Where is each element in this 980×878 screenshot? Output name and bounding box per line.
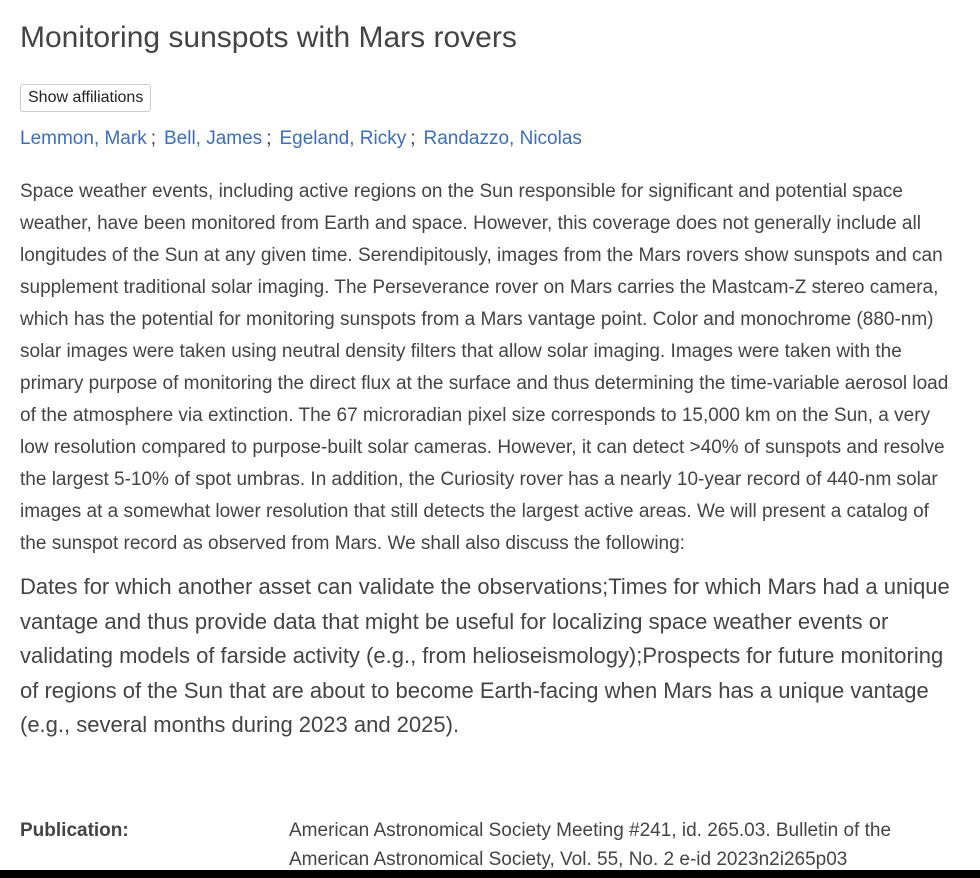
author-link[interactable]: Bell, James	[163, 128, 263, 149]
publication-label: Publication:	[20, 820, 129, 841]
discussion-list-text: Dates for which another asset can validate the observations;Times for which Mars had a unique vantage and thus provide data that might be useful for localizing space weather events or validating models of farside activity (e.g., from helioseismology);Prospects for future monitoring of regions of the Sun that are about to become Earth-facing when Mars has a unique vantage (e.g., several months during 2023 and 2025).	[20, 574, 950, 737]
author-list	[20, 126, 960, 152]
author-separator: ;	[266, 128, 272, 149]
page-title: Monitoring sunspots with Mars rovers	[20, 21, 517, 54]
abstract-page	[20, 0, 960, 870]
author-separator: ;	[150, 128, 156, 149]
author-link[interactable]: Randazzo, Nicolas	[423, 128, 582, 149]
bottom-edge-bar	[0, 870, 980, 878]
author-separator: ;	[410, 128, 416, 149]
abstract-text: Space weather events, including active regions on the Sun responsible for significant and potential space weather, have been monitored from Earth and space. However, this coverage does not generally include all longitudes of the Sun at any given time. Serendipitously, images from the Mars rovers show sunspots and can supplement traditional solar imaging. The Perseverance rover on Mars carries the Mastcam-Z stereo camera, which has the potential for monitoring sunspots from a Mars vantage point. Color and monochrome (880-nm) solar images were taken using neutral density filters that allow solar imaging. Images were taken with the primary purpose of monitoring the direct flux at the surface and thus determining the time-variable aerosol load of the atmosphere via extinction. The 67 microradian pixel size corresponds to 15,000 km on the Sun, a very low resolution compared to purpose-built solar cameras. However, it can detect >40% of sunspots and resolve the largest 5-10% of spot umbras. In addition, the Curiosity rover has a nearly 10-year record of 440-nm solar images at a somewhat lower resolution that still detects the largest active areas. We will present a catalog of the sunspot record as observed from Mars. We shall also discuss the following:	[20, 181, 949, 554]
author-link[interactable]: Egeland, Ricky	[279, 128, 407, 149]
show-affiliations-button[interactable]: Show affiliations	[20, 84, 151, 112]
publication-value: American Astronomical Society Meeting #241, id. 265.03. Bulletin of the American Astronomical Society, Vol. 55, No. 2 e-id 2023n2i265p03	[289, 820, 892, 870]
author-link[interactable]: Lemmon, Mark	[20, 128, 147, 149]
